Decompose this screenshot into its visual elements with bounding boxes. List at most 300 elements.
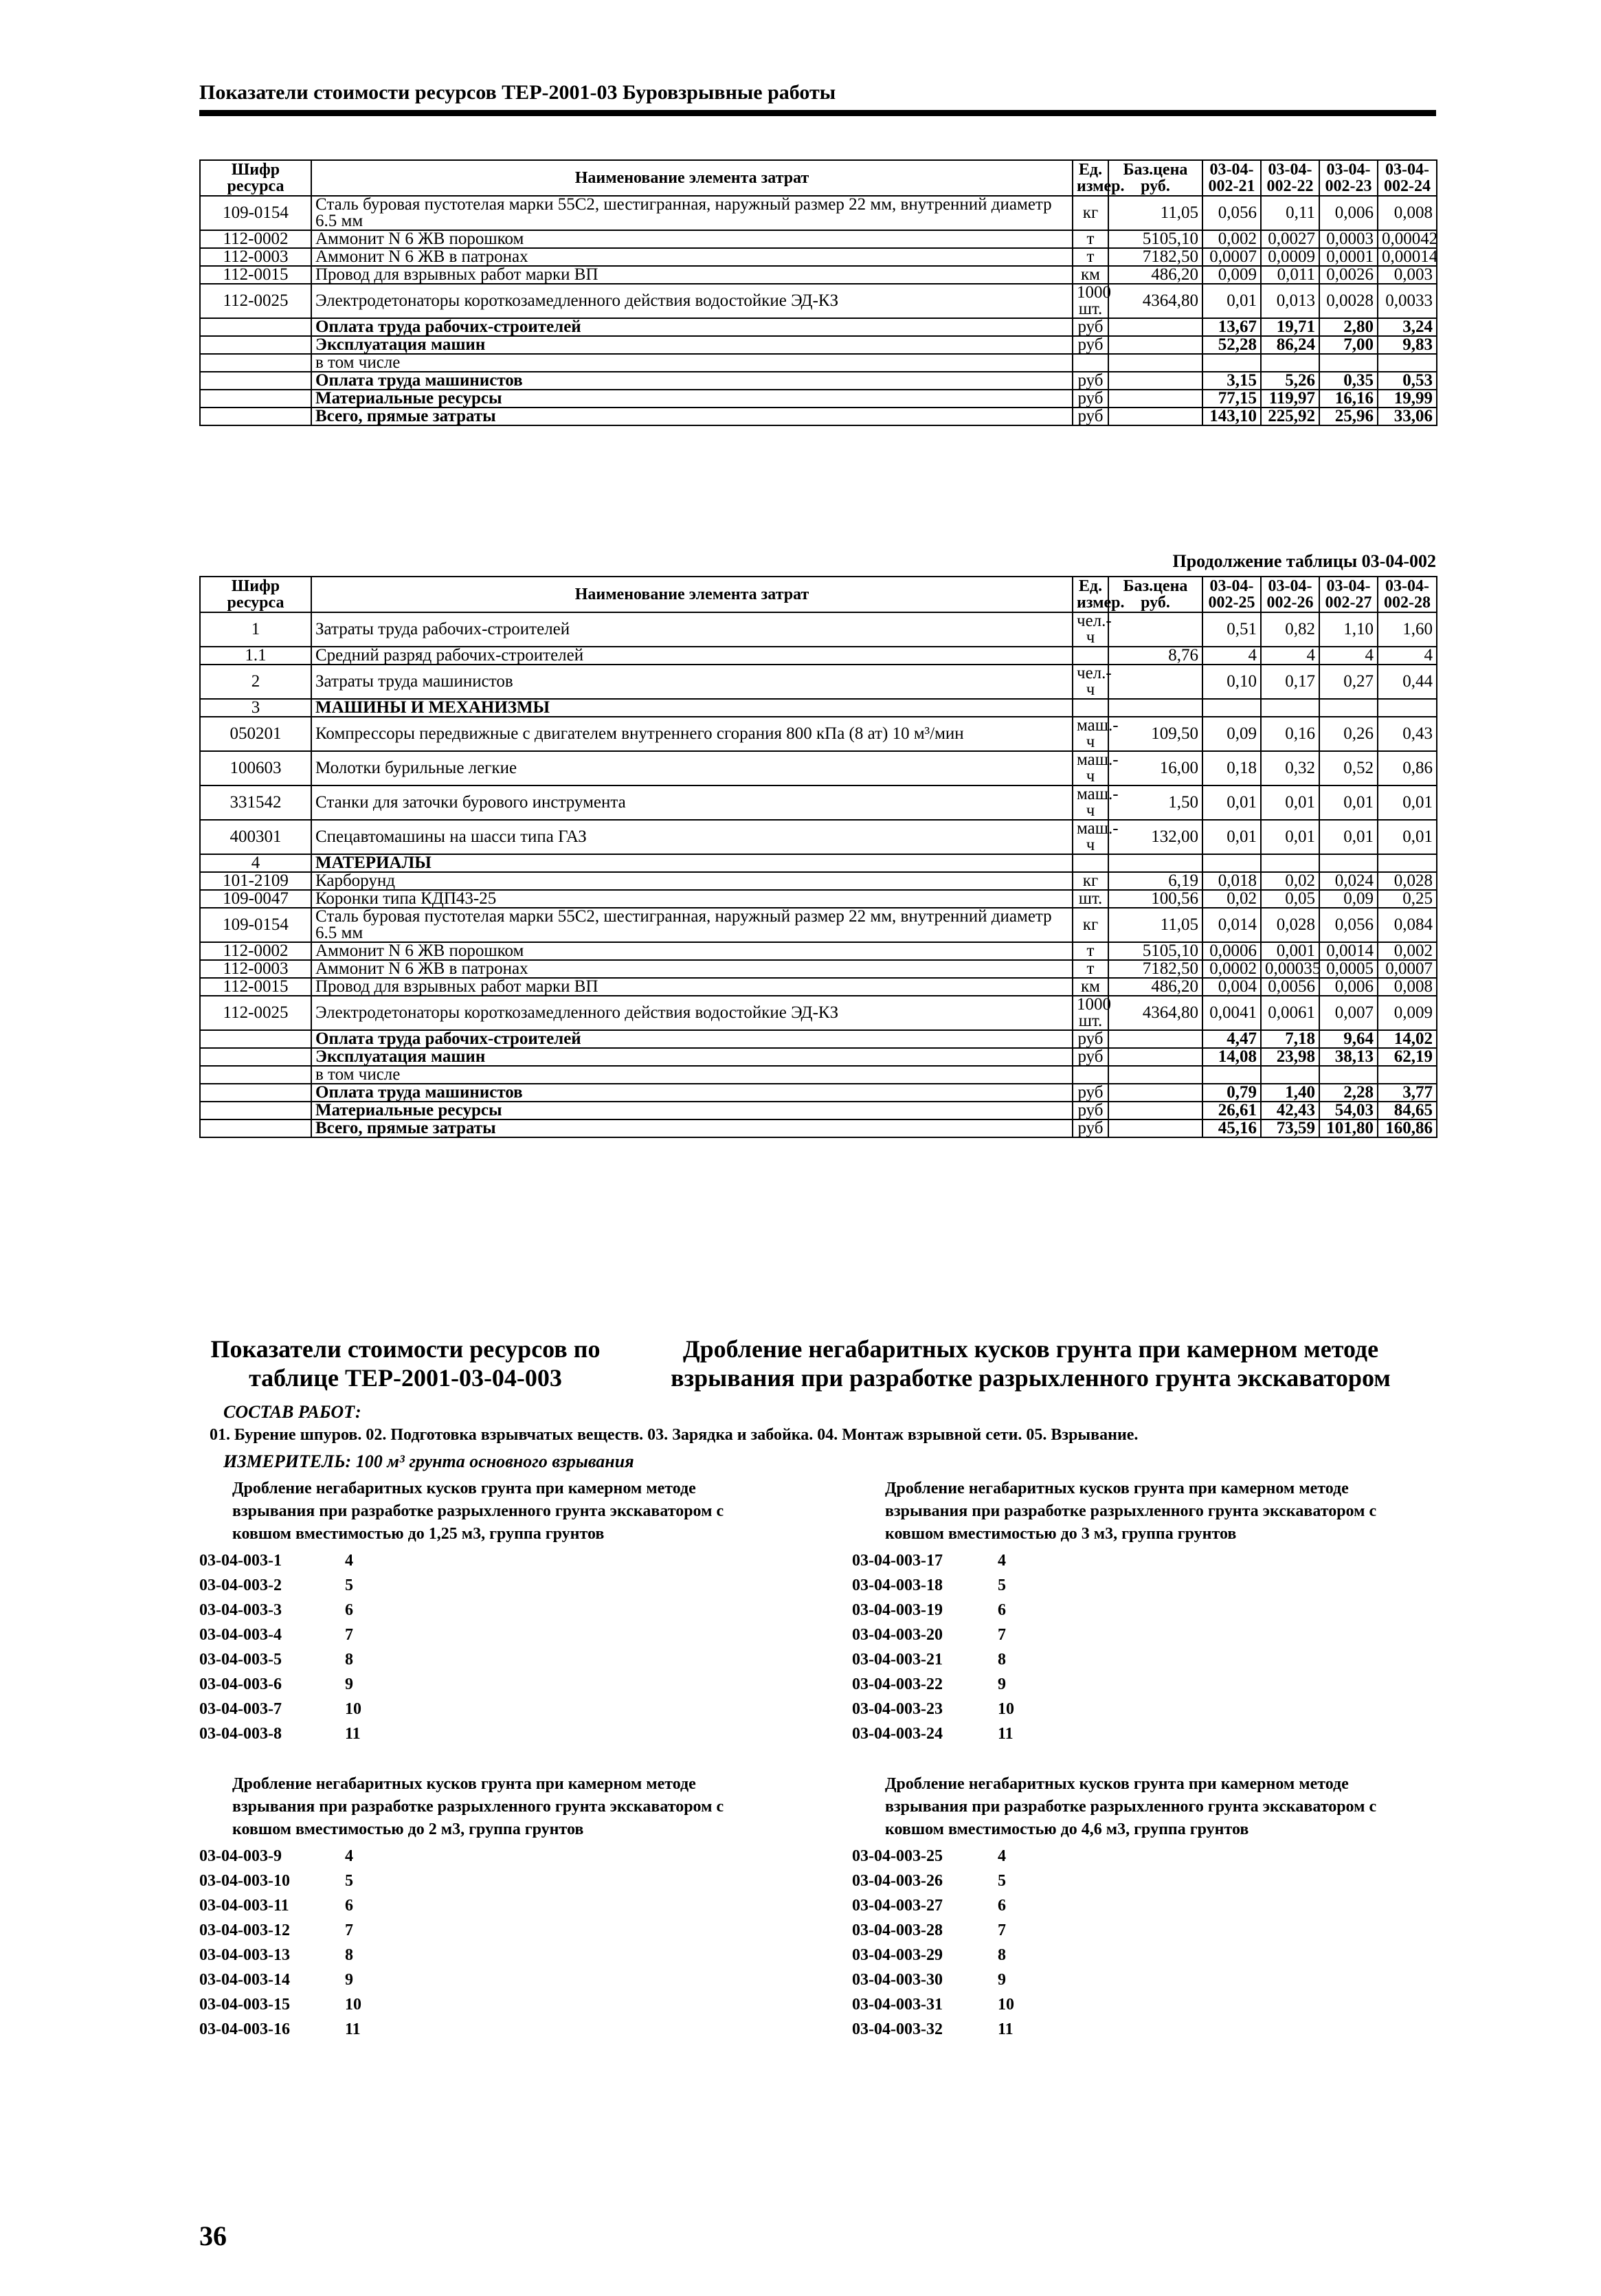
table-cell: руб	[1073, 1102, 1108, 1119]
table-cell: 1,60	[1378, 612, 1437, 647]
table-cell	[1319, 354, 1378, 372]
table-cell: 112-0002	[200, 942, 311, 960]
table-cell: 109-0154	[200, 196, 311, 230]
table-cell: 3,24	[1378, 318, 1437, 336]
table-cell: руб	[1073, 1030, 1108, 1048]
table-cell: 112-0003	[200, 248, 311, 266]
table-cell: 0,00014	[1378, 248, 1437, 266]
table-cell: маш.-ч	[1073, 785, 1108, 820]
table-cell: 14,02	[1378, 1030, 1437, 1048]
table-cell: 0,0061	[1261, 996, 1319, 1030]
table-cell: 0,056	[1319, 908, 1378, 942]
code-item	[199, 1869, 742, 1893]
code-number: 03-04-003-21	[852, 1651, 943, 1669]
table-cell: 0,52	[1319, 751, 1378, 785]
table-cell: Аммонит N 6 ЖВ в патронах	[311, 960, 1073, 978]
soil-group-number: 9	[998, 1675, 1006, 1693]
soil-group-number: 7	[345, 1626, 353, 1644]
table-cell: Аммонит N 6 ЖВ порошком	[311, 942, 1073, 960]
column-header: 03-04-002-21	[1202, 160, 1261, 196]
table-cell: 0,0056	[1261, 978, 1319, 996]
table-row	[200, 408, 1437, 425]
table-cell: 45,16	[1202, 1119, 1261, 1137]
measure-unit-text: 100 м³ грунта основного взрывания	[355, 1451, 634, 1471]
table-cell: Затраты труда рабочих-строителей	[311, 612, 1073, 647]
table-cell: 0,0009	[1261, 248, 1319, 266]
table-row	[200, 1102, 1437, 1119]
table-cell: Аммонит N 6 ЖВ в патронах	[311, 248, 1073, 266]
table-row	[200, 372, 1437, 390]
table-cell	[200, 1084, 311, 1102]
table-cell	[1319, 854, 1378, 872]
table-cell: 2,80	[1319, 318, 1378, 336]
table-cell: в том числе	[311, 354, 1073, 372]
code-item	[852, 1968, 1395, 1992]
code-number: 03-04-003-24	[852, 1725, 943, 1743]
table-cell: Аммонит N 6 ЖВ порошком	[311, 230, 1073, 248]
table-cell: 0,16	[1261, 717, 1319, 751]
table-cell: 0,008	[1378, 978, 1437, 996]
table-cell: 112-0002	[200, 230, 311, 248]
table-cell	[1073, 854, 1108, 872]
table-cell	[200, 336, 311, 354]
group-description: Дробление негабаритных кусков грунта при камерном методе взрывания при разработке разрыхленного грунта экскаватором с ковшом вместимостью до 1,25 м3, группа грунтов	[232, 1480, 724, 1543]
section-title-right-line1: Дробление негабаритных кусков грунта при камерном методе	[682, 1335, 1379, 1363]
code-item	[852, 1697, 1395, 1721]
table-cell: 9,64	[1319, 1030, 1378, 1048]
table-cell	[200, 354, 311, 372]
column-header: 03-04-002-28	[1378, 577, 1437, 612]
column-header: 03-04-002-24	[1378, 160, 1437, 196]
table-cell: Провод для взрывных работ марки ВП	[311, 266, 1073, 284]
table-cell: 0,27	[1319, 665, 1378, 699]
table-row	[200, 996, 1437, 1030]
table-cell: 050201	[200, 717, 311, 751]
table-cell: 23,98	[1261, 1048, 1319, 1066]
table-cell: 52,28	[1202, 336, 1261, 354]
code-number: 03-04-003-23	[852, 1700, 943, 1718]
table-cell: 0,09	[1202, 717, 1261, 751]
table-cell	[1108, 372, 1202, 390]
code-list	[199, 1844, 742, 2042]
table-cell: 0,02	[1202, 890, 1261, 908]
table-cell: руб	[1073, 1084, 1108, 1102]
soil-group-number: 11	[998, 2020, 1014, 2038]
table-cell: 16,16	[1319, 390, 1378, 408]
table-cell: 0,01	[1378, 820, 1437, 854]
table-cell: 160,86	[1378, 1119, 1437, 1137]
table-cell: руб	[1073, 390, 1108, 408]
soil-group-number: 5	[998, 1576, 1006, 1594]
soil-group-number: 9	[998, 1971, 1006, 1989]
table-row	[200, 612, 1437, 647]
code-item	[199, 1573, 742, 1598]
table-cell	[1108, 1066, 1202, 1084]
table-cell: Сталь буровая пустотелая марки 55С2, шестигранная, наружный размер 22 мм, внутренний диаметр 6.5 мм	[311, 908, 1073, 942]
table-cell	[200, 408, 311, 425]
table-cell	[200, 1048, 311, 1066]
table-cell: 109,50	[1108, 717, 1202, 751]
table-cell: 1,10	[1319, 612, 1378, 647]
code-item	[852, 2017, 1395, 2042]
table-cell: 84,65	[1378, 1102, 1437, 1119]
table-cell: 0,35	[1319, 372, 1378, 390]
table-cell: 14,08	[1202, 1048, 1261, 1066]
table-cell: 0,01	[1319, 820, 1378, 854]
resource-table-2	[199, 576, 1437, 1138]
table-cell	[1261, 1066, 1319, 1084]
soil-group-number: 5	[345, 1872, 353, 1890]
table-cell: чел.-ч	[1073, 612, 1108, 647]
code-group-1	[199, 1478, 742, 1746]
group-description: Дробление негабаритных кусков грунта при камерном методе взрывания при разработке разрыхленного грунта экскаватором с ковшом вместимостью до 2 м3, группа грунтов	[232, 1775, 724, 1838]
table-cell: 6,19	[1108, 872, 1202, 890]
soil-group-number: 8	[345, 1946, 353, 1964]
table-cell	[1073, 1066, 1108, 1084]
table-cell: 0,00035	[1261, 960, 1319, 978]
table-cell: 0,003	[1378, 266, 1437, 284]
table-cell	[1108, 612, 1202, 647]
soil-group-number: 9	[345, 1971, 353, 1989]
table-cell: 4	[1261, 647, 1319, 665]
table-cell: 13,67	[1202, 318, 1261, 336]
column-header: Наименование элемента затрат	[311, 577, 1073, 612]
table-cell: 4	[200, 854, 311, 872]
table-cell: 4	[1319, 647, 1378, 665]
soil-group-number: 4	[345, 1552, 353, 1570]
table-cell: Эксплуатация машин	[311, 336, 1073, 354]
table-cell	[1108, 1084, 1202, 1102]
table-cell: 42,43	[1261, 1102, 1319, 1119]
table-cell: 119,97	[1261, 390, 1319, 408]
table-cell: руб	[1073, 1048, 1108, 1066]
code-item	[852, 1943, 1395, 1968]
column-header: Ед. измер.	[1073, 160, 1108, 196]
table-cell: 109-0047	[200, 890, 311, 908]
code-item	[199, 1647, 742, 1672]
code-item	[199, 1918, 742, 1943]
soil-group-number: 6	[345, 1897, 353, 1915]
table-cell	[1108, 408, 1202, 425]
table-cell	[1108, 1048, 1202, 1066]
table-row	[200, 1084, 1437, 1102]
table-row	[200, 336, 1437, 354]
table-cell: 77,15	[1202, 390, 1261, 408]
table-row	[200, 717, 1437, 751]
table-cell: 33,06	[1378, 408, 1437, 425]
table-cell	[1108, 390, 1202, 408]
table-cell: 26,61	[1202, 1102, 1261, 1119]
column-header: 03-04-002-22	[1261, 160, 1319, 196]
code-number: 03-04-003-31	[852, 1996, 943, 2014]
code-number: 03-04-003-18	[852, 1576, 943, 1594]
code-number: 03-04-003-13	[199, 1946, 290, 1964]
code-number: 03-04-003-15	[199, 1996, 290, 2014]
table-cell: в том числе	[311, 1066, 1073, 1084]
soil-group-number: 6	[998, 1601, 1006, 1619]
table-cell: руб	[1073, 336, 1108, 354]
table-cell	[1202, 1066, 1261, 1084]
table-cell: 0,028	[1261, 908, 1319, 942]
table-cell: 0,001	[1261, 942, 1319, 960]
table-cell: 1000 шт.	[1073, 284, 1108, 318]
resource-table-1	[199, 159, 1437, 426]
table-row	[200, 1066, 1437, 1084]
table-cell: 0,014	[1202, 908, 1261, 942]
group-description: Дробление негабаритных кусков грунта при камерном методе взрывания при разработке разрыхленного грунта экскаватором с ковшом вместимостью до 4,6 м3, группа грунтов	[885, 1775, 1377, 1838]
table-cell: 7182,50	[1108, 960, 1202, 978]
table-cell: 11,05	[1108, 196, 1202, 230]
table-cell: 0,0041	[1202, 996, 1261, 1030]
table-cell: 3,77	[1378, 1084, 1437, 1102]
table-cell: 0,01	[1202, 785, 1261, 820]
code-item	[199, 1697, 742, 1721]
code-item	[852, 1721, 1395, 1746]
table-cell: 19,99	[1378, 390, 1437, 408]
table-cell	[1108, 1119, 1202, 1137]
table-cell: 0,00042	[1378, 230, 1437, 248]
table-cell: 16,00	[1108, 751, 1202, 785]
table-cell: 0,86	[1378, 751, 1437, 785]
code-number: 03-04-003-16	[199, 2020, 290, 2038]
column-header: 03-04-002-23	[1319, 160, 1378, 196]
table-cell: 38,13	[1319, 1048, 1378, 1066]
table-cell: руб	[1073, 372, 1108, 390]
table-cell: 0,0003	[1319, 230, 1378, 248]
section-title-right	[622, 1335, 1440, 1392]
table-row	[200, 908, 1437, 942]
code-item	[199, 1968, 742, 1992]
table-cell: 54,03	[1319, 1102, 1378, 1119]
soil-group-number: 4	[345, 1847, 353, 1865]
table-cell: 4364,80	[1108, 284, 1202, 318]
soil-group-number: 7	[998, 1626, 1006, 1644]
table-cell: 0,004	[1202, 978, 1261, 996]
work-composition-text: 01. Бурение шпуров. 02. Подготовка взрывчатых веществ. 03. Зарядка и забойка. 04. Монтаж взрывной сети. 05. Взрывание.	[210, 1426, 1139, 1444]
table-cell: 0,43	[1378, 717, 1437, 751]
table-cell: Станки для заточки бурового инструмента	[311, 785, 1073, 820]
code-item	[852, 1548, 1395, 1573]
table-cell: чел.-ч	[1073, 665, 1108, 699]
column-header: 03-04-002-26	[1261, 577, 1319, 612]
table-cell: 0,009	[1378, 996, 1437, 1030]
table-row	[200, 1048, 1437, 1066]
measure-unit	[223, 1451, 634, 1472]
column-header: Шифр ресурса	[200, 160, 311, 196]
table-cell: 0,0007	[1202, 248, 1261, 266]
soil-group-number: 10	[345, 1700, 361, 1718]
table-cell: 0,01	[1319, 785, 1378, 820]
table-cell	[1108, 854, 1202, 872]
table-row	[200, 1030, 1437, 1048]
table-cell: 0,51	[1202, 612, 1261, 647]
table-cell	[1108, 1102, 1202, 1119]
table-cell: 486,20	[1108, 266, 1202, 284]
table-cell: 0,008	[1378, 196, 1437, 230]
table-cell: руб	[1073, 1119, 1108, 1137]
table-cell: 0,05	[1261, 890, 1319, 908]
table-cell: 0,0026	[1319, 266, 1378, 284]
table-cell: 112-0015	[200, 978, 311, 996]
code-item	[852, 1647, 1395, 1672]
table-cell: 0,0002	[1202, 960, 1261, 978]
table-cell	[200, 1119, 311, 1137]
code-number: 03-04-003-17	[852, 1552, 943, 1570]
table-cell: Всего, прямые затраты	[311, 1119, 1073, 1137]
soil-group-number: 7	[345, 1921, 353, 1939]
soil-group-number: 11	[345, 1725, 361, 1743]
code-number: 03-04-003-5	[199, 1651, 282, 1669]
code-item	[852, 1623, 1395, 1647]
table-cell: 0,10	[1202, 665, 1261, 699]
table-cell: маш.-ч	[1073, 820, 1108, 854]
soil-group-number: 8	[345, 1651, 353, 1669]
table-cell: 5,26	[1261, 372, 1319, 390]
table-cell: 0,028	[1378, 872, 1437, 890]
code-item	[199, 1721, 742, 1746]
table-cell: 0,26	[1319, 717, 1378, 751]
table-cell	[1261, 854, 1319, 872]
soil-group-number: 4	[998, 1847, 1006, 1865]
table-row	[200, 978, 1437, 996]
soil-group-number: 6	[345, 1601, 353, 1619]
table-cell	[200, 1030, 311, 1048]
table-cell: 9,83	[1378, 336, 1437, 354]
table-cell: 0,32	[1261, 751, 1319, 785]
section-title-right-line2: взрывания при разработке разрыхленного грунта экскаватором	[671, 1364, 1391, 1392]
table-cell: 8,76	[1108, 647, 1202, 665]
soil-group-number: 6	[998, 1897, 1006, 1915]
table-cell: Молотки бурильные легкие	[311, 751, 1073, 785]
column-header: Шифр ресурса	[200, 577, 311, 612]
table-cell: Спецавтомашины на шасси типа ГАЗ	[311, 820, 1073, 854]
section-title-left-line1: Показатели стоимости ресурсов по	[210, 1335, 601, 1363]
table-cell: Материальные ресурсы	[311, 390, 1073, 408]
table-row	[200, 872, 1437, 890]
table-cell: 0,0005	[1319, 960, 1378, 978]
code-number: 03-04-003-6	[199, 1675, 282, 1693]
table-row	[200, 196, 1437, 230]
table-header-row	[200, 160, 1437, 196]
table-row	[200, 647, 1437, 665]
code-item	[852, 1672, 1395, 1697]
code-number: 03-04-003-7	[199, 1700, 282, 1718]
table-cell: 1,40	[1261, 1084, 1319, 1102]
table-cell	[1378, 354, 1437, 372]
code-item	[852, 1918, 1395, 1943]
table-cell: кг	[1073, 872, 1108, 890]
table-cell: 112-0003	[200, 960, 311, 978]
soil-group-number: 9	[345, 1675, 353, 1693]
table-cell: 7,00	[1319, 336, 1378, 354]
code-item	[199, 1992, 742, 2017]
table-cell: 0,0014	[1319, 942, 1378, 960]
table-row	[200, 1119, 1437, 1137]
column-header: 03-04-002-25	[1202, 577, 1261, 612]
code-number: 03-04-003-29	[852, 1946, 943, 1964]
page-header: Показатели стоимости ресурсов ТЕР-2001-03 Буровзрывные работы	[199, 81, 836, 104]
table-cell	[200, 372, 311, 390]
code-number: 03-04-003-25	[852, 1847, 943, 1865]
soil-group-number: 8	[998, 1651, 1006, 1669]
table-cell: 3	[200, 699, 311, 717]
table-cell	[1108, 699, 1202, 717]
table-cell	[1202, 354, 1261, 372]
table-cell: 0,006	[1319, 196, 1378, 230]
table-cell: 109-0154	[200, 908, 311, 942]
table-cell: 0,0006	[1202, 942, 1261, 960]
section-title-left-line2: таблице ТЕР-2001-03-04-003	[249, 1364, 562, 1392]
soil-group-number: 11	[998, 1725, 1014, 1743]
table-cell: 0,002	[1378, 942, 1437, 960]
table-cell: 0,79	[1202, 1084, 1261, 1102]
table-cell: 62,19	[1378, 1048, 1437, 1066]
table-cell: 486,20	[1108, 978, 1202, 996]
code-number: 03-04-003-27	[852, 1897, 943, 1915]
table-row	[200, 248, 1437, 266]
table-cell: 0,024	[1319, 872, 1378, 890]
table-row	[200, 390, 1437, 408]
code-list	[852, 1844, 1395, 2042]
table-cell: 4364,80	[1108, 996, 1202, 1030]
code-item	[199, 1672, 742, 1697]
table-cell: 0,01	[1261, 820, 1319, 854]
table-cell: 0,006	[1319, 978, 1378, 996]
table-cell: 0,01	[1378, 785, 1437, 820]
table-cell	[1378, 699, 1437, 717]
table-cell: Карборунд	[311, 872, 1073, 890]
table-row	[200, 942, 1437, 960]
table-cell: 0,002	[1202, 230, 1261, 248]
table-cell: 400301	[200, 820, 311, 854]
table-cell: 4	[1202, 647, 1261, 665]
table-cell: 112-0025	[200, 284, 311, 318]
table-cell	[200, 1102, 311, 1119]
table-row	[200, 266, 1437, 284]
table-cell: 19,71	[1261, 318, 1319, 336]
table-cell: км	[1073, 978, 1108, 996]
table-cell: 0,056	[1202, 196, 1261, 230]
group-description: Дробление негабаритных кусков грунта при камерном методе взрывания при разработке разрыхленного грунта экскаватором с ковшом вместимостью до 3 м3, группа грунтов	[885, 1480, 1377, 1543]
table-cell: маш.-ч	[1073, 751, 1108, 785]
code-item	[199, 1943, 742, 1968]
table-row	[200, 960, 1437, 978]
code-number: 03-04-003-28	[852, 1921, 943, 1939]
table-cell: 1	[200, 612, 311, 647]
table-cell	[200, 318, 311, 336]
code-list	[852, 1548, 1395, 1746]
code-number: 03-04-003-10	[199, 1872, 290, 1890]
table-cell: 0,007	[1319, 996, 1378, 1030]
table-row	[200, 284, 1437, 318]
table-cell: 100,56	[1108, 890, 1202, 908]
table-cell	[1202, 699, 1261, 717]
table-cell: 4,47	[1202, 1030, 1261, 1048]
table-cell	[1108, 1030, 1202, 1048]
code-item	[199, 2017, 742, 2042]
table-cell	[1073, 647, 1108, 665]
table-row	[200, 854, 1437, 872]
table-cell: МАШИНЫ И МЕХАНИЗМЫ	[311, 699, 1073, 717]
code-number: 03-04-003-12	[199, 1921, 290, 1939]
code-item	[199, 1844, 742, 1869]
table-cell: 0,82	[1261, 612, 1319, 647]
table-row	[200, 699, 1437, 717]
table-cell	[1378, 1066, 1437, 1084]
table-cell: МАТЕРИАЛЫ	[311, 854, 1073, 872]
table-cell: 0,011	[1261, 266, 1319, 284]
table-cell: 143,10	[1202, 408, 1261, 425]
